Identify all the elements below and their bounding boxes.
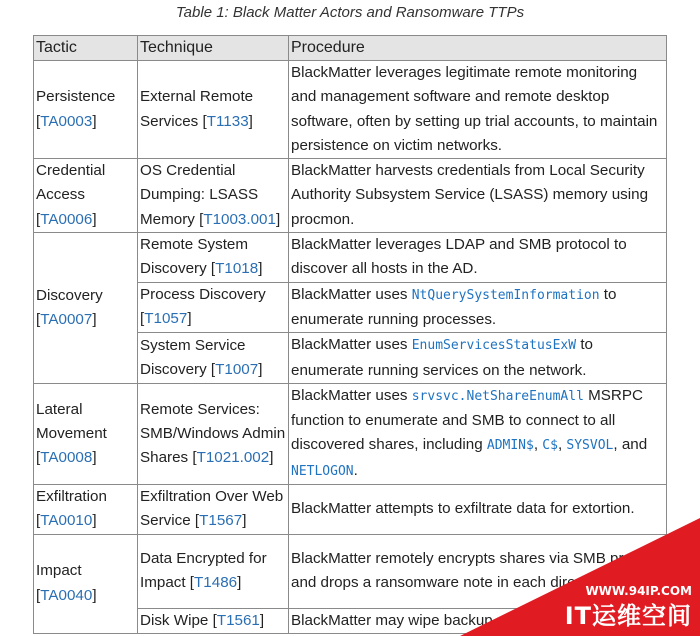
technique-cell: Disk Wipe [T1561] [138,608,289,633]
procedure-cell: BlackMatter remotely encrypts shares via SMB protocol and drops a ransomware note in each directory. [289,534,667,608]
tactic-id-link[interactable]: TA0006 [40,210,93,228]
procedure-text: to enumerate running services on the network. [291,336,593,379]
procedure-cell: BlackMatter leverages LDAP and SMB protocol to discover all hosts in the AD. [289,233,667,283]
header-procedure: Procedure [289,36,667,61]
tactic-cell: Exfiltration [TA0010] [34,485,138,535]
technique-cell: Process Discovery [T1057] [138,282,289,333]
watermark-logo: IT运维空间 [564,602,692,630]
technique-name: Data Encrypted for Impact [140,549,267,592]
technique-name: Process Discovery [140,286,266,304]
api-code: NtQuerySystemInformation [411,287,600,303]
technique-id-link[interactable]: T1486 [194,574,238,592]
tactic-id-link[interactable]: TA0010 [40,512,93,530]
procedure-text: BlackMatter uses [291,285,408,303]
tactic-cell: Credential Access [TA0006] [34,159,138,233]
technique-cell: OS Credential Dumping: LSASS Memory [T1003.001] [138,159,289,233]
procedure-text: and [621,436,648,454]
technique-name: External Remote Services [140,88,254,130]
tactic-name: Lateral Movement [36,400,107,442]
procedure-cell: BlackMatter harvests credentials from Local Security Authority Subsystem Service (LSASS) memory using procmon. [289,159,667,233]
share-code: ADMIN$ [486,438,534,454]
procedure-text: to enumerate running processes. [291,285,617,328]
tactic-name: Persistence [36,88,116,106]
procedure-cell [289,282,667,333]
table-caption: Table 1: Black Matter Actors and Ransomware TTPs [175,4,525,21]
procedure-text: BlackMatter uses [291,336,408,354]
procedure-cell: BlackMatter leverages legitimate remote monitoring and management software and remote desktop software, often by setting up trial accounts, to maintain persistence on victim networks. [289,61,667,159]
technique-cell: Remote Services: SMB/Windows Admin Shares [T1021.002] [138,383,289,484]
api-code: srvsvc.NetShareEnumAll [411,388,584,404]
tactic-name: Credential Access [36,162,106,204]
procedure-cell [289,333,667,384]
tactic-name: Exfiltration [36,488,107,506]
table-row [34,383,667,484]
tactic-cell: Lateral Movement [TA0008] [34,383,138,484]
table-row [34,233,667,283]
table-row [34,159,667,233]
api-code: EnumServicesStatusExW [411,338,577,354]
header-tactic: Tactic [34,36,138,61]
technique-name: System Service Discovery [140,336,246,379]
table-row [34,61,667,159]
technique-name: Remote System Discovery [140,236,249,278]
technique-cell: Remote System Discovery [T1018] [138,233,289,283]
header-technique: Technique [138,36,289,61]
watermark-url: WWW.94IP.COM [585,584,692,598]
tactic-id-link[interactable]: TA0008 [40,449,93,467]
technique-id-link[interactable]: T1561 [216,611,260,629]
technique-cell: System Service Discovery [T1007] [138,333,289,384]
tactic-name: Impact [36,562,82,580]
share-code: NETLOGON [291,463,354,479]
technique-id-link[interactable]: T1003.001 [203,210,276,228]
procedure-text: BlackMatter uses [291,386,408,404]
technique-id-link[interactable]: T1057 [144,310,188,328]
technique-id-link[interactable]: T1018 [215,260,259,278]
tactic-cell: Discovery [TA0007] [34,233,138,384]
technique-name: Remote Services: SMB/Windows Admin Shares [140,400,286,467]
procedure-cell: BlackMatter attempts to exfiltrate data for extortion. [289,485,667,535]
tactic-id-link[interactable]: TA0003 [40,112,93,130]
procedure-cell: BlackMatter uses srvsvc.NetShareEnumAll MSRPC function to enumerate and SMB to connect to all discovered shares, including ADMIN$, C$, SYSVOL, and NETLOGON. [289,383,667,484]
tactic-cell: Persistence [TA0003] [34,61,138,159]
technique-cell: Data Encrypted for Impact [T1486] [138,534,289,608]
technique-id-link[interactable]: T1021.002 [196,449,270,467]
procedure-cell: BlackMatter may wipe backup systems. [289,608,667,633]
tactic-id-link[interactable]: TA0007 [40,310,93,328]
technique-name: OS Credential Dumping: LSASS Memory [140,162,259,228]
share-code: SYSVOL [566,438,614,454]
procedure-text: MSRPC function to enumerate and SMB to connect to all discovered shares, including [291,386,643,454]
technique-cell: External Remote Services [T1133] [138,61,289,159]
share-code: C$ [542,438,558,454]
table-header-row [34,36,667,61]
tactic-id-link[interactable]: TA0040 [40,586,93,604]
technique-id-link[interactable]: T1567 [199,512,243,530]
technique-id-link[interactable]: T1007 [215,361,259,379]
technique-cell: Exfiltration Over Web Service [T1567] [138,485,289,535]
technique-name: Exfiltration Over Web Service [140,488,284,530]
tactic-cell: Impact [TA0040] [34,534,138,633]
technique-id-link[interactable]: T1133 [206,112,249,130]
technique-name: Disk Wipe [140,611,209,629]
tactic-name: Discovery [36,286,103,304]
